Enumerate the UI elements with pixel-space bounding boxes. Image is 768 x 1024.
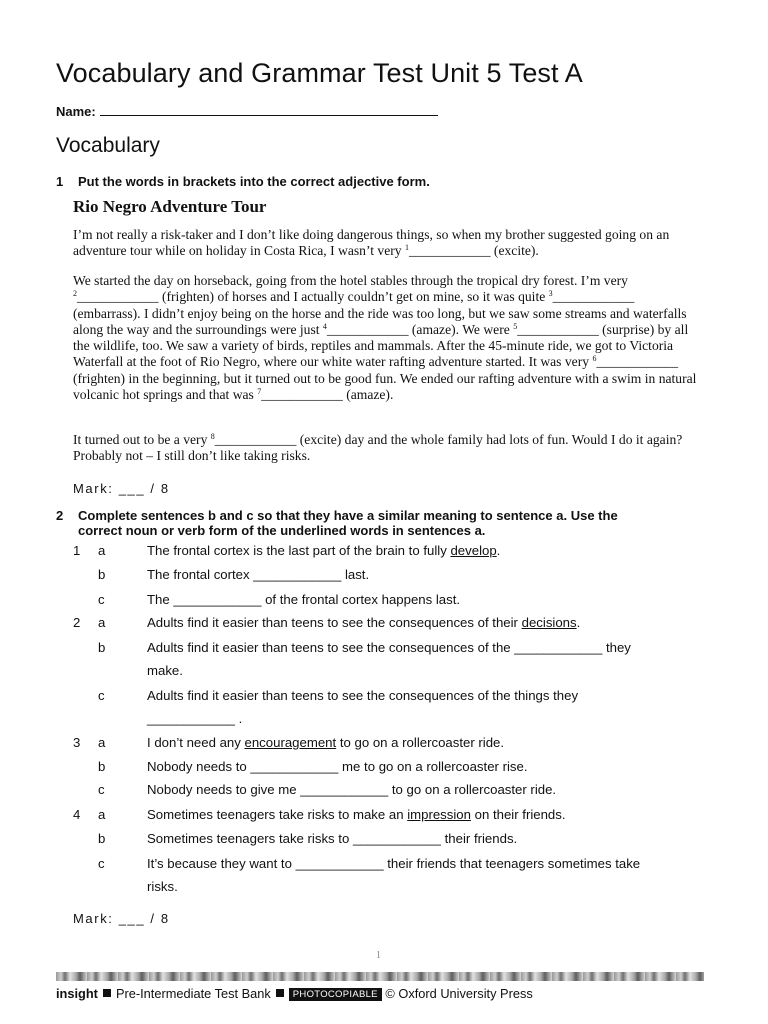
gap-number-8: 8 [210, 432, 215, 441]
name-blank-line [100, 103, 438, 116]
item-text-post: on their friends. [470, 807, 566, 822]
item-text [147, 856, 640, 871]
item-text-pre: ____________ . [147, 711, 243, 726]
item-text-pre: It’s because they want to ____________ their friends that teenagers sometimes take [147, 856, 641, 871]
square-bullet-icon [276, 989, 284, 997]
item-text [147, 759, 528, 774]
p2-text-b: ____________ (frighten) of horses and I actually couldn’t get on mine, so it was quite [77, 289, 549, 305]
exercise1-number: 1 [56, 174, 64, 189]
name-label: Name: [56, 104, 96, 119]
item-text [147, 831, 517, 846]
p2-text-d: ____________ (amaze). We were [326, 321, 514, 337]
footer [56, 986, 533, 1001]
item-letter: c [98, 592, 105, 607]
page-title: Vocabulary and Grammar Test Unit 5 Test A [56, 58, 583, 88]
item-text-post: . [496, 543, 501, 558]
item-text [147, 807, 566, 822]
item-text [147, 711, 242, 726]
p2-text-c: ____________ (embarrass). I didn’t enjoy being on the horse and the ride was too long, but we saw some streams and waterfalls along the way and the surroundings were just [73, 289, 687, 337]
item-number: 2 [73, 615, 81, 630]
footer-copyright: © Oxford University Press [385, 986, 533, 1001]
item-letter: b [98, 567, 106, 582]
story-paragraph-1 [73, 227, 703, 260]
item-text [147, 567, 369, 582]
item-letter: b [98, 640, 106, 655]
item-text [147, 592, 460, 607]
gap-number-1: 1 [404, 243, 409, 253]
exercise2-mark: Mark: ___ / 8 [73, 911, 170, 926]
item-letter: c [98, 782, 105, 797]
p2-text-e: ____________ (surprise) by all the wildlife, too. We saw a variety of birds, reptiles and mammals. After the 45-minute ride, we got to Victoria Waterfall at the foot of Rio Negro, where our white water rafting adventure started. It was very [73, 321, 689, 370]
item-text-pre: I don’t need any [147, 735, 245, 750]
footer-photo-band [56, 972, 704, 981]
item-text [147, 640, 631, 655]
exercise1-instruction [56, 174, 696, 189]
exercise2-instruction-line2: correct noun or verb form of the underlined words in sentences a. [78, 523, 486, 538]
p2-text-f: ____________ (frighten) in the beginning, but it turned out to be good fun. We ended our rafting adventure with a swim in natural volcanic hot springs and that was [73, 354, 697, 403]
gap-number-2: 2 [73, 289, 77, 299]
p2-text-a: We started the day on horseback, going from the hotel stables through the tropical dry forest. I’m very [73, 273, 628, 288]
item-text [147, 615, 580, 630]
item-text-pre: The frontal cortex is the last part of the brain to fully [147, 543, 451, 558]
section-title: Vocabulary [56, 134, 160, 157]
square-bullet-icon [103, 989, 111, 997]
item-letter: a [98, 543, 106, 558]
item-text-pre: The ____________ of the frontal cortex happens last. [147, 592, 461, 607]
p1-gap: ____________ (excite). [408, 243, 539, 259]
p2-text-g: ____________ (amaze). [261, 387, 394, 403]
story-title: Rio Negro Adventure Tour [73, 197, 267, 216]
item-text [147, 543, 500, 558]
item-number: 1 [73, 543, 81, 558]
item-letter: c [98, 856, 105, 871]
item-text-pre: Adults find it easier than teens to see the consequences of the ____________ they [147, 640, 631, 655]
item-letter: c [98, 688, 105, 703]
footer-product: Pre-Intermediate Test Bank [115, 986, 271, 1001]
exercise2-instruction-line1: Complete sentences b and c so that they have a similar meaning to sentence a. Use the [78, 508, 618, 523]
item-text-post: . [576, 615, 581, 630]
gap-number-4: 4 [322, 321, 327, 331]
item-letter: a [98, 807, 106, 822]
exercise2-number: 2 [56, 508, 64, 523]
item-text [147, 663, 183, 678]
item-text [147, 735, 504, 750]
underlined-word: impression [407, 807, 471, 822]
item-text [147, 879, 178, 894]
item-text-pre: risks. [147, 879, 178, 894]
gap-number-3: 3 [548, 289, 553, 299]
item-text-pre: Sometimes teenagers take risks to make an [147, 807, 408, 822]
item-letter: a [98, 615, 106, 630]
footer-brand: insight [56, 986, 98, 1001]
exercise1-instruction-text: Put the words in brackets into the correct adjective form. [78, 174, 430, 189]
exercise1-mark: Mark: ___ / 8 [73, 481, 170, 496]
name-field-row [56, 103, 438, 119]
underlined-word: encouragement [244, 735, 337, 750]
exercise2-instruction [56, 508, 696, 538]
item-text-pre: make. [147, 663, 183, 678]
gap-number-5: 5 [513, 321, 518, 331]
photocopiable-badge: PHOTOCOPIABLE [289, 988, 382, 1001]
gap-number-6: 6 [592, 354, 597, 364]
p3-text-a: It turned out to be a very [73, 432, 211, 447]
item-text [147, 688, 578, 703]
item-text-pre: Adults find it easier than teens to see the consequences of the things they [147, 688, 579, 703]
item-text-pre: Nobody needs to give me ____________ to go on a rollercoaster ride. [147, 782, 557, 797]
item-letter: b [98, 759, 106, 774]
underlined-word: decisions [521, 615, 577, 630]
p1-text: I’m not really a risk-taker and I don’t like doing dangerous things, so when my brother suggested going on an adventure tour while on holiday in Costa Rica, I wasn’t very [73, 227, 670, 259]
item-letter: b [98, 831, 106, 846]
p3-text-b: ____________ (excite) day and the whole family had lots of fun. Would I do it again? Probably not – I still don’t like taking risks. [73, 432, 683, 464]
gap-number-7: 7 [257, 387, 262, 397]
item-letter: a [98, 735, 106, 750]
item-text-post: to go on a rollercoaster ride. [336, 735, 505, 750]
underlined-word: develop [450, 543, 497, 558]
item-number: 3 [73, 735, 81, 750]
item-text-pre: Adults find it easier than teens to see the consequences of their [147, 615, 522, 630]
item-number: 4 [73, 807, 81, 822]
item-text [147, 782, 556, 797]
item-text-pre: Nobody needs to ____________ me to go on a rollercoaster rise. [147, 759, 528, 774]
item-text-pre: The frontal cortex ____________ last. [147, 567, 370, 582]
page-number: 1 [376, 950, 381, 961]
story-paragraph-3 [73, 432, 703, 465]
story-paragraph-2 [73, 273, 703, 403]
item-text-pre: Sometimes teenagers take risks to ____________ their friends. [147, 831, 518, 846]
